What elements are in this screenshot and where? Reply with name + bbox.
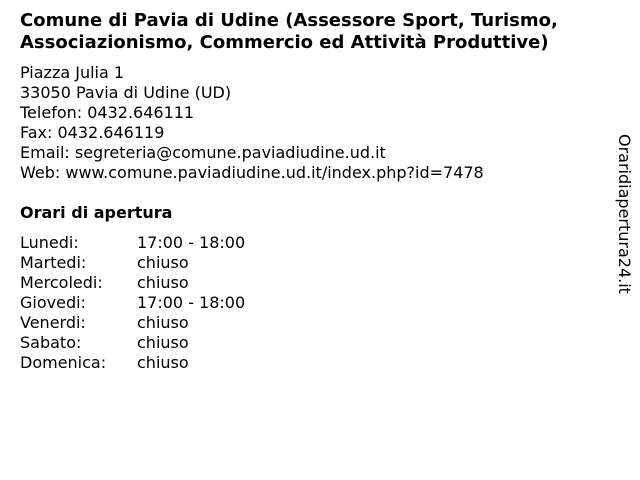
- hours-time: 17:00 - 18:00: [137, 233, 246, 252]
- site-watermark: Oraridiapertura24.it: [615, 134, 634, 294]
- hours-time: chiuso: [137, 273, 189, 292]
- hours-day: Lunedi:: [20, 233, 79, 252]
- address-web: Web: www.comune.paviadiudine.ud.it/index.php?id=7478: [20, 163, 484, 182]
- address-street: Piazza Julia 1: [20, 63, 125, 82]
- hours-time: chiuso: [137, 333, 189, 352]
- hours-day: Mercoledi:: [20, 273, 103, 292]
- address-block: [20, 63, 484, 183]
- hours-time: chiuso: [137, 253, 189, 272]
- hours-day: Sabato:: [20, 333, 82, 352]
- hours-row-saturday: [20, 333, 245, 353]
- hours-row-thursday: [20, 293, 245, 313]
- hours-day: Giovedi:: [20, 293, 86, 312]
- address-fax: Fax: 0432.646119: [20, 123, 165, 142]
- address-phone: Telefon: 0432.646111: [20, 103, 195, 122]
- hours-time: chiuso: [137, 313, 189, 332]
- business-title-line-2: Associazionismo, Commercio ed Attività Produttive): [20, 32, 549, 53]
- hours-row-sunday: [20, 353, 245, 373]
- business-title-line-1: Comune di Pavia di Udine (Assessore Sport, Turismo,: [20, 10, 558, 31]
- hours-row-monday: [20, 233, 245, 253]
- hours-time: 17:00 - 18:00: [137, 293, 246, 312]
- hours-row-friday: [20, 313, 245, 333]
- hours-day: Martedi:: [20, 253, 87, 272]
- address-email: Email: segreteria@comune.paviadiudine.ud.it: [20, 143, 386, 162]
- hours-day: Domenica:: [20, 353, 107, 372]
- hours-row-tuesday: [20, 253, 245, 273]
- business-title: [20, 10, 620, 54]
- opening-hours-table: [20, 233, 245, 373]
- address-city: 33050 Pavia di Udine (UD): [20, 83, 232, 102]
- hours-day: Venerdi:: [20, 313, 86, 332]
- hours-time: chiuso: [137, 353, 189, 372]
- hours-row-wednesday: [20, 273, 245, 293]
- opening-hours-heading: Orari di apertura: [20, 203, 173, 222]
